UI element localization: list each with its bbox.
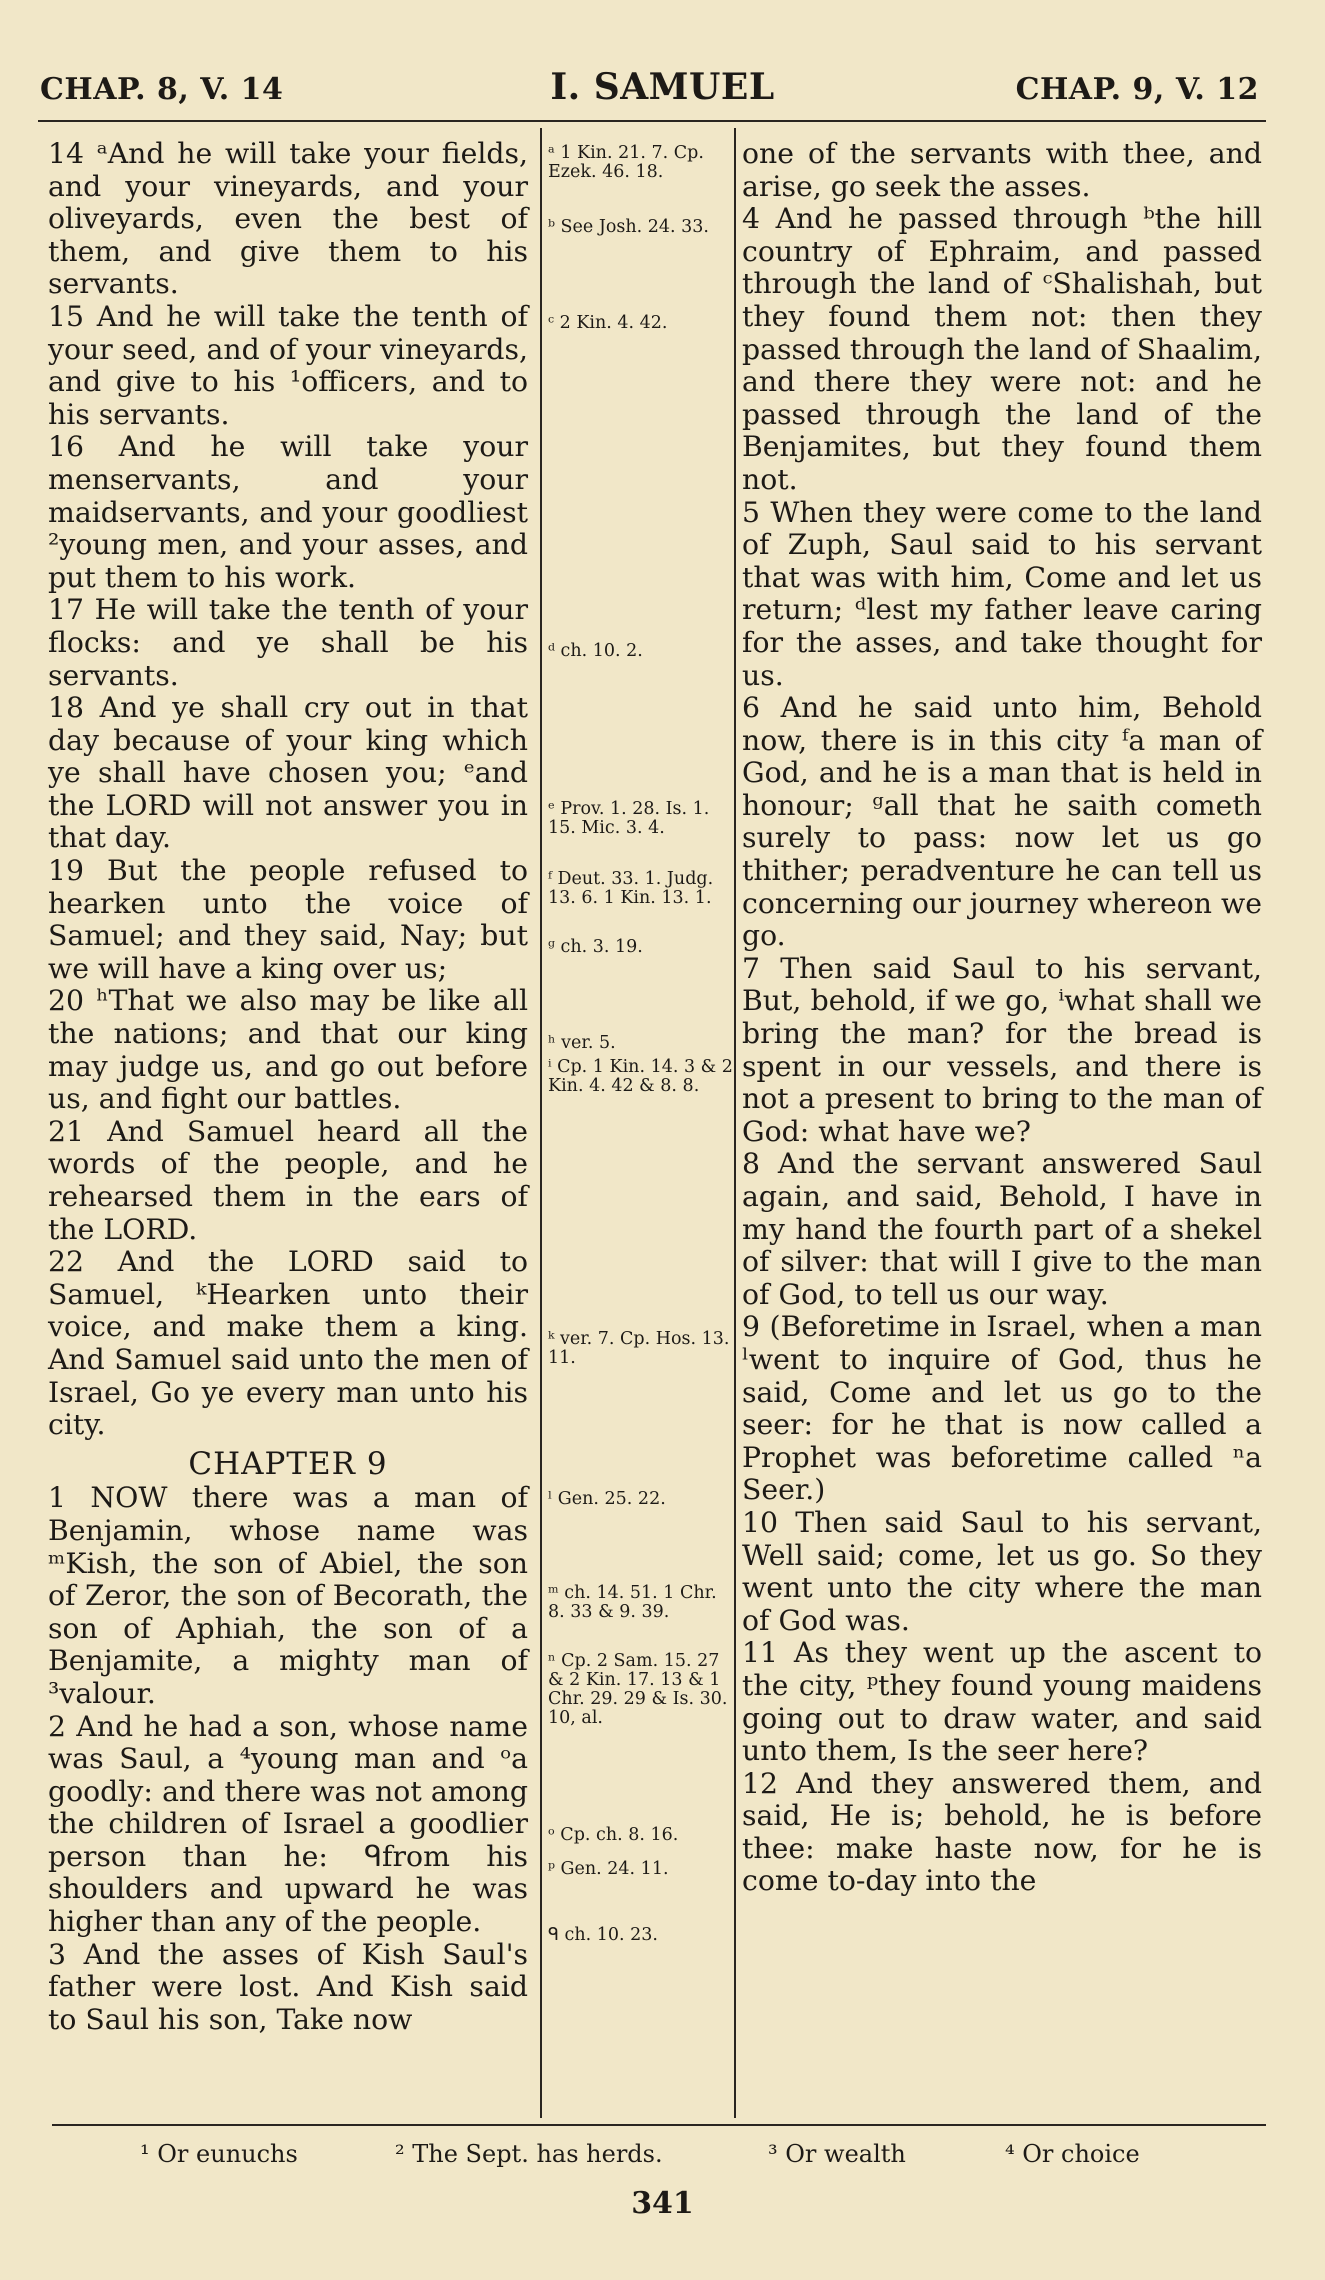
marginal-ref: ᑫ ch. 10. 23. <box>548 1925 658 1945</box>
left-text-column <box>48 138 528 2036</box>
marginal-ref: ᶜ 2 Kin. 4. 42. <box>548 313 668 333</box>
verse: 9 (Beforetime in Israel, when a man ˡwent to inquire of God, thus he said, Come and let us go to the seer: for he that is now called a Prophet was beforetime called ⁿa Seer.) <box>742 1310 1262 1507</box>
chapter-heading: CHAPTER 9 <box>188 1445 388 1482</box>
footnote: ² The Sept. has herds. <box>395 2140 663 2168</box>
marginal-ref: ᵖ Gen. 24. 11. <box>548 1859 669 1879</box>
verse: 5 When they were come to the land of Zuph, Saul said to his servant that was with him, Come and let us return; ᵈlest my father leave caring for the asses, and take thought for us. <box>742 495 1262 692</box>
verse: 12 And they answered them, and said, He is; behold, he is before thee: make haste now, for he is come to-day into the <box>742 1766 1262 1898</box>
column-rule-left <box>540 128 542 2118</box>
verse: 2 And he had a son, whose name was Saul, a ⁴young man and ᵒa goodly: and there was not among the children of Israel a goodlier person than he: ᑫfrom his shoulders and upward he was higher than any of the people. <box>48 1709 528 1939</box>
marginal-ref: ᵏ ver. 7. Cp. Hos. 13. 11. <box>548 1329 730 1368</box>
verse: 17 He will take the tenth of your flocks: and ye shall be his servants. <box>48 593 528 692</box>
column-rule-right <box>734 128 736 2118</box>
marginal-ref: ᵈ ch. 10. 2. <box>548 641 643 661</box>
verse: 7 Then said Saul to his servant, But, behold, if we go, ⁱwhat shall we bring the man? for the bread is spent in our vessels, and there is not a present to bring to the man of God: what have we? <box>742 951 1262 1148</box>
verse: 16 And he will take your menservants, and your maidservants, and your goodliest ²young men, and your asses, and put them to his work. <box>48 430 528 594</box>
chapter-verse-left: CHAP. 8, V. 14 <box>40 72 284 107</box>
marginal-ref: ᵍ ch. 3. 19. <box>548 937 643 957</box>
verse: 19 But the people refused to hearken unto the voice of Samuel; and they said, Nay; but we will have a king over us; <box>48 854 528 985</box>
verse: one of the servants with thee, and arise, go seek the asses. <box>742 137 1262 203</box>
verse: 11 As they went up the ascent to the city, ᵖthey found young maidens going out to draw water, and said unto them, Is the seer here? <box>742 1636 1262 1768</box>
verse: 22 And the LORD said to Samuel, ᵏHearken unto their voice, and make them a king. And Samuel said unto the men of Israel, Go ye every man unto his city. <box>48 1245 528 1442</box>
page-number: 341 <box>631 2186 694 2221</box>
verse: 3 And the asses of Kish Saul's father were lost. And Kish said to Saul his son, Take now <box>48 1937 528 2036</box>
footnote: ³ Or wealth <box>768 2140 906 2168</box>
verse: 14 ᵃAnd he will take your fields, and your vineyards, and your oliveyards, even the best of them, and give them to his servants. <box>48 137 528 301</box>
marginal-ref: ᵒ Cp. ch. 8. 16. <box>548 1825 679 1845</box>
marginal-ref: ᵐ ch. 14. 51. 1 Chr. 8. 33 & 9. 39. <box>548 1583 717 1622</box>
marginal-ref: ʰ ver. 5. <box>548 1033 616 1053</box>
verse: 15 And he will take the tenth of your seed, and of your vineyards, and give to his ¹officers, and to his servants. <box>48 299 528 431</box>
marginal-ref: ᵉ Prov. 1. 28. Is. 1. 15. Mic. 3. 4. <box>548 799 710 838</box>
right-text-column <box>742 138 1262 1898</box>
marginal-ref: ᵃ 1 Kin. 21. 7. Cp. Ezek. 46. 18. <box>548 143 704 182</box>
verse: 4 And he passed through ᵇthe hill country of Ephraim, and passed through the land of ᶜShalishah, but they found them not: then they passed through the land of Shaalim, and there they were not: and he passed through the land of the Benjamites, but they found them not. <box>742 202 1262 496</box>
book-title: I. SAMUEL <box>550 66 775 108</box>
footnote-rule <box>52 2124 1266 2126</box>
header-rule <box>38 120 1266 122</box>
verse: 8 And the servant answered Saul again, and said, Behold, I have in my hand the fourth part of a shekel of silver: that will I give to the man of God, to tell us our way. <box>742 1147 1262 1311</box>
footnote: ⁴ Or choice <box>1005 2140 1140 2168</box>
chapter-verse-right: CHAP. 9, V. 12 <box>1015 72 1259 107</box>
marginal-ref: ⁱ Cp. 1 Kin. 14. 3 & 2 Kin. 4. 42 & 8. 8. <box>548 1057 733 1096</box>
verse: 21 And Samuel heard all the words of the people, and he rehearsed them in the ears of the LORD. <box>48 1114 528 1246</box>
verse: 6 And he said unto him, Behold now, there is in this city ᶠa man of God, and he is a man that is held in honour; ᵍall that he saith cometh surely to pass: now let us go thither; peradventure he can tell us concerning our journey whereon we go. <box>742 691 1262 953</box>
marginal-ref: ᵇ See Josh. 24. 33. <box>548 217 709 237</box>
verse: 1 NOW there was a man of Benjamin, whose name was ᵐKish, the son of Abiel, the son of Zeror, the son of Becorath, the son of Aphiah, the son of a Benjamite, a mighty man of ³valour. <box>48 1481 528 1710</box>
verse: 18 And ye shall cry out in that day because of your king which ye shall have chosen you; ᵉand the LORD will not answer you in that day. <box>48 691 528 855</box>
footnote: ¹ Or eunuchs <box>140 2140 298 2168</box>
verse: 20 ʰThat we also may be like all the nations; and that our king may judge us, and go out before us, and fight our battles. <box>48 984 528 1116</box>
marginal-ref: ˡ Gen. 25. 22. <box>548 1489 666 1509</box>
marginal-ref: ⁿ Cp. 2 Sam. 15. 27 & 2 Kin. 17. 13 & 1 Chr. 29. 29 & Is. 30. 10, al. <box>548 1651 728 1728</box>
verse: 10 Then said Saul to his servant, Well said; come, let us go. So they went unto the city where the man of God was. <box>742 1505 1262 1637</box>
marginal-ref: ᶠ Deut. 33. 1. Judg. 13. 6. 1 Kin. 13. 1. <box>548 869 714 908</box>
